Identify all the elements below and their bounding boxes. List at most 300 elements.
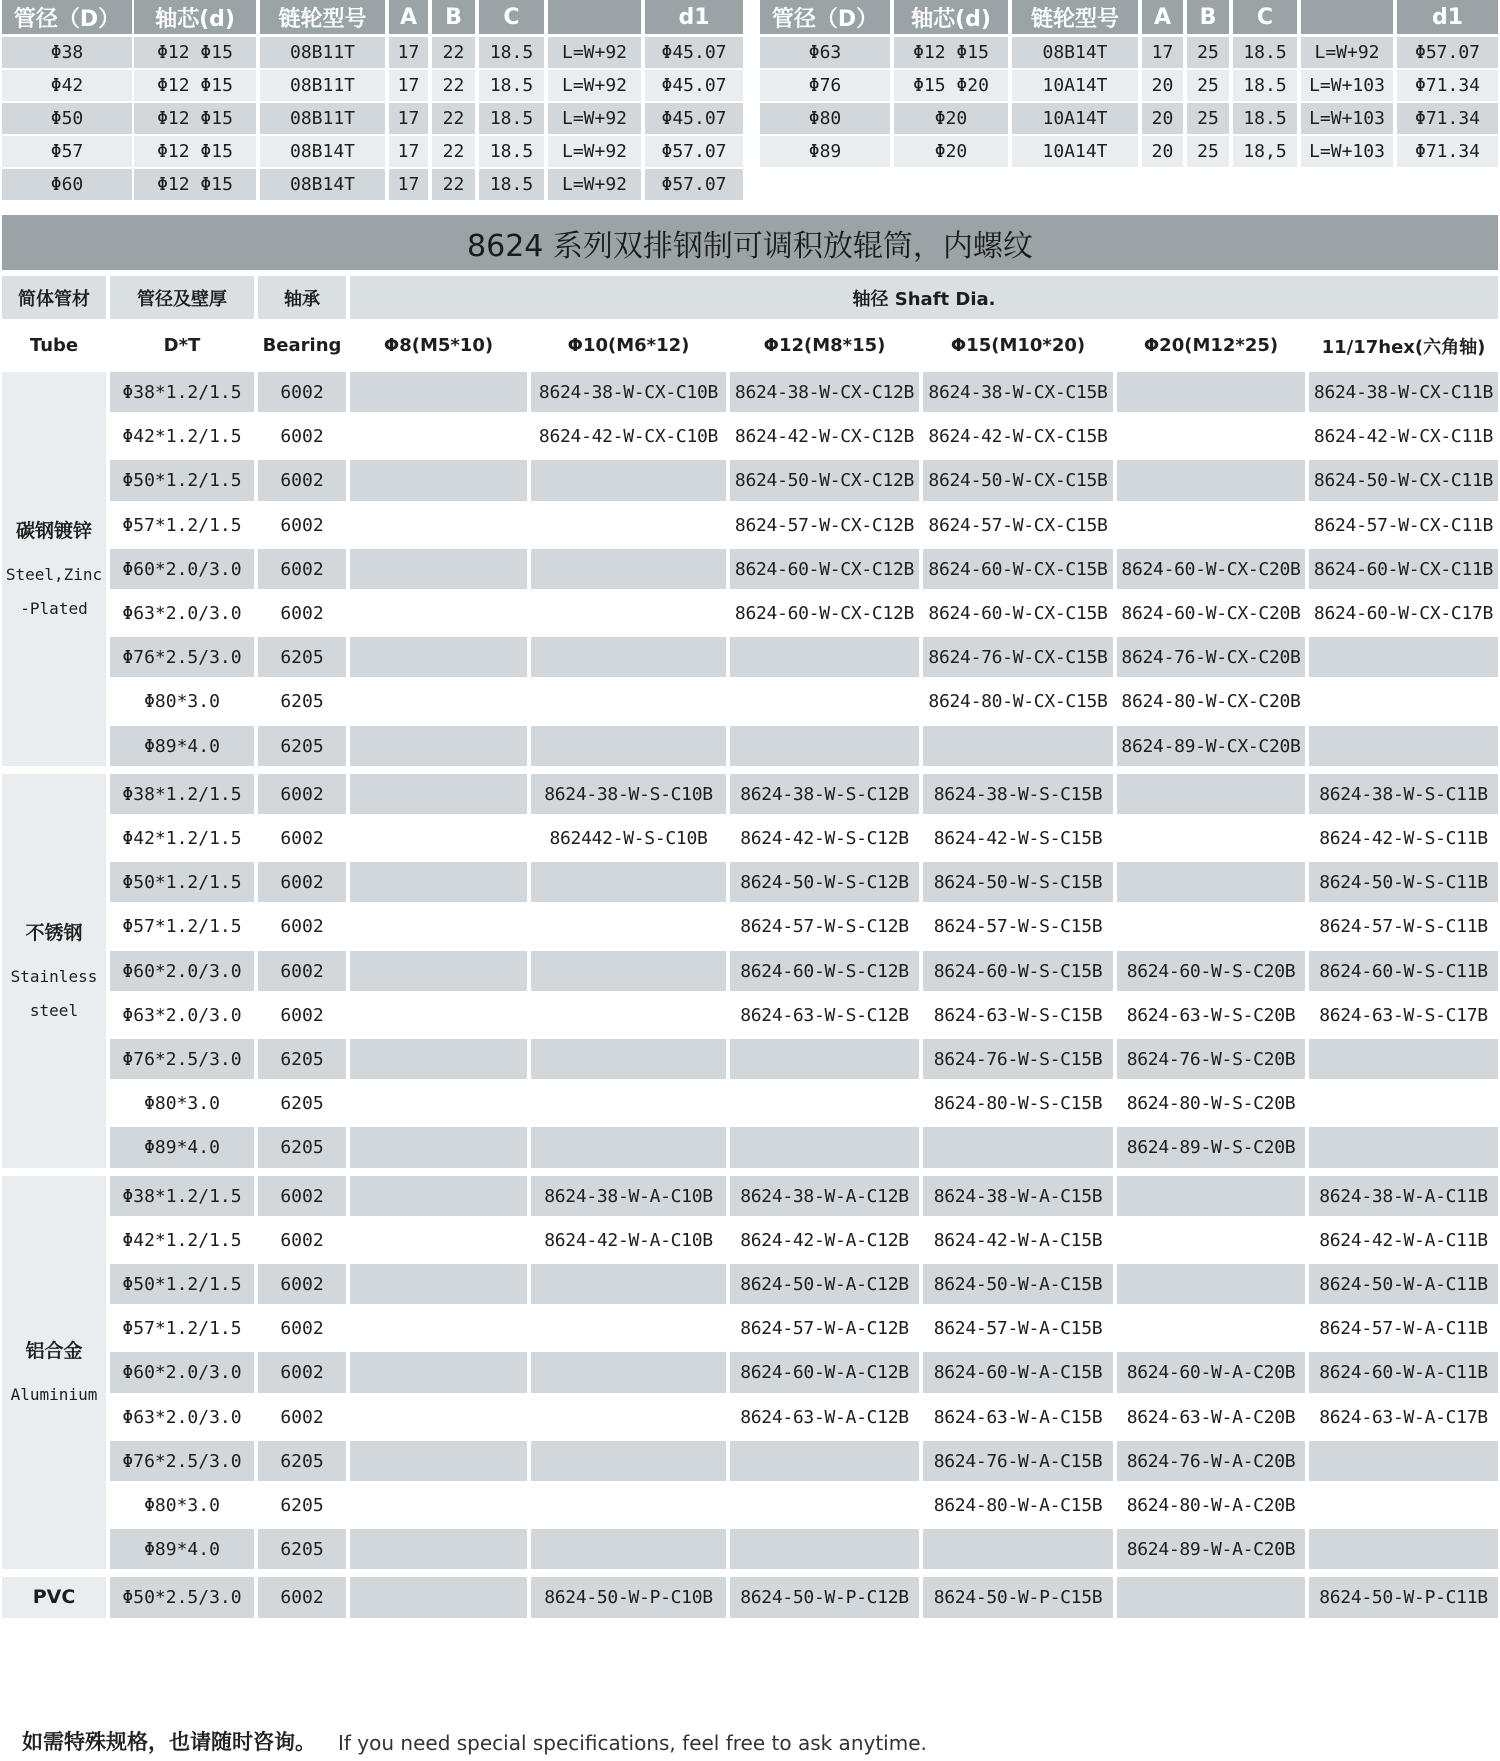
right-table-cell: 20 — [1142, 103, 1183, 134]
part-number-cell: 8624-76-W-CX-C20B — [1117, 637, 1305, 677]
part-number-cell: 8624-50-W-P-C11B — [1309, 1577, 1498, 1618]
material-name-zh: 碳钢镀锌 — [15, 519, 92, 542]
part-number-cell — [531, 505, 726, 545]
left-table-cell: 18.5 — [479, 169, 544, 200]
column-header-3: Φ8(M5*10) — [350, 324, 527, 367]
part-number-cell: 862442-W-S-C10B — [531, 818, 726, 858]
material-name-en: Aluminium — [10, 1385, 98, 1404]
part-number-cell: 8624-80-W-CX-C20B — [1117, 681, 1305, 722]
material-name-zh: PVC — [32, 1586, 76, 1608]
part-number-cell — [350, 726, 527, 766]
part-number-cell — [350, 1485, 527, 1525]
tube-size-cell: Φ60*2.0/3.0 — [110, 951, 254, 991]
left-table-cell: Φ42 — [2, 70, 132, 101]
part-number-cell: 8624-42-W-A-C12B — [730, 1220, 919, 1260]
part-number-cell — [350, 460, 527, 501]
left-table-cell: 18.5 — [479, 70, 544, 101]
part-number-cell — [350, 995, 527, 1035]
right-table-cell: L=W+103 — [1301, 70, 1393, 101]
part-number-cell: 8624-63-W-A-C20B — [1117, 1397, 1305, 1437]
bearing-cell: 6205 — [258, 1529, 346, 1569]
material-name-en: -Plated — [20, 598, 88, 618]
part-number-cell: 8624-38-W-CX-C11B — [1309, 372, 1498, 412]
left-table-cell: 17 — [389, 136, 428, 167]
right-table-cell: Φ15 Φ20 — [894, 70, 1008, 101]
right-table-cell: Φ71.34 — [1397, 103, 1498, 134]
bearing-cell: 6002 — [258, 862, 346, 902]
part-number-cell — [1117, 1308, 1305, 1348]
part-number-cell: 8624-50-W-CX-C15B — [923, 460, 1113, 501]
part-number-cell — [1309, 1529, 1498, 1569]
left-table-cell: 22 — [432, 37, 475, 68]
right-table-cell: L=W+103 — [1301, 136, 1393, 167]
column-header-4: Φ10(M6*12) — [531, 324, 726, 367]
footer-note-en: If you need special specifications, feel free to ask anytime. — [338, 1731, 927, 1755]
left-table-cell: 17 — [389, 169, 428, 200]
tube-size-cell: Φ80*3.0 — [110, 681, 254, 722]
part-number-cell — [531, 1083, 726, 1123]
column-header-1: D*T — [110, 324, 254, 367]
part-number-cell: 8624-60-W-S-C12B — [730, 951, 919, 991]
part-number-cell: 8624-60-W-CX-C12B — [730, 593, 919, 633]
tube-size-cell: Φ50*2.5/3.0 — [110, 1577, 254, 1618]
tube-size-cell: Φ80*3.0 — [110, 1485, 254, 1525]
left-table-cell: 17 — [389, 103, 428, 134]
tube-size-cell: Φ60*2.0/3.0 — [110, 1352, 254, 1393]
part-number-cell — [350, 1577, 527, 1618]
right-table-cell: 10A14T — [1012, 70, 1138, 101]
tube-size-cell: Φ42*1.2/1.5 — [110, 1220, 254, 1260]
part-number-cell — [1309, 726, 1498, 766]
part-number-cell — [1309, 637, 1498, 677]
right-table-cell: 17 — [1142, 37, 1183, 68]
part-number-cell: 8624-63-W-S-C12B — [730, 995, 919, 1035]
bearing-cell: 6205 — [258, 1485, 346, 1525]
left-table-cell: 08B14T — [260, 136, 385, 167]
part-number-cell: 8624-76-W-S-C20B — [1117, 1039, 1305, 1079]
part-number-cell — [350, 818, 527, 858]
part-number-cell: 8624-42-W-S-C15B — [923, 818, 1113, 858]
right-table-cell: Φ89 — [760, 136, 890, 167]
right-header-4: B — [1187, 0, 1229, 34]
tube-size-cell: Φ50*1.2/1.5 — [110, 862, 254, 902]
part-number-cell — [531, 593, 726, 633]
part-number-cell — [531, 1485, 726, 1525]
part-number-cell — [350, 505, 527, 545]
right-table-cell: Φ12 Φ15 — [894, 37, 1008, 68]
tube-size-cell: Φ63*2.0/3.0 — [110, 593, 254, 633]
left-table-cell: 18.5 — [479, 37, 544, 68]
tube-size-cell: Φ63*2.0/3.0 — [110, 1397, 254, 1437]
left-table-cell: Φ12 Φ15 — [134, 37, 256, 68]
part-number-cell: 8624-42-W-S-C11B — [1309, 818, 1498, 858]
part-number-cell: 8624-38-W-A-C15B — [923, 1176, 1113, 1216]
column-header-2: Bearing — [258, 324, 346, 367]
left-header-4: B — [432, 0, 475, 34]
bearing-cell: 6002 — [258, 995, 346, 1035]
part-number-cell — [350, 1264, 527, 1304]
part-number-cell: 8624-60-W-S-C20B — [1117, 951, 1305, 991]
part-number-cell — [1117, 1577, 1305, 1618]
left-table-cell: L=W+92 — [548, 103, 641, 134]
right-table-cell: Φ57.07 — [1397, 37, 1498, 68]
left-table-cell: Φ12 Φ15 — [134, 103, 256, 134]
bearing-cell: 6002 — [258, 1308, 346, 1348]
part-number-cell: 8624-50-W-P-C10B — [531, 1577, 726, 1618]
part-number-cell — [1309, 1039, 1498, 1079]
part-number-cell — [531, 549, 726, 589]
part-number-cell: 8624-50-W-S-C12B — [730, 862, 919, 902]
right-header-6 — [1301, 0, 1393, 34]
left-header-0: 管径（D） — [2, 0, 132, 34]
right-table-cell: Φ71.34 — [1397, 136, 1498, 167]
right-header-3: A — [1142, 0, 1183, 34]
part-number-cell — [350, 549, 527, 589]
left-table-cell: 08B11T — [260, 70, 385, 101]
right-table-cell: 20 — [1142, 70, 1183, 101]
left-header-3: A — [389, 0, 428, 34]
bearing-cell: 6002 — [258, 593, 346, 633]
bearing-cell: 6205 — [258, 681, 346, 722]
part-number-cell: 8624-60-W-A-C12B — [730, 1352, 919, 1393]
part-number-cell — [923, 1127, 1113, 1168]
part-number-cell: 8624-60-W-CX-C11B — [1309, 549, 1498, 589]
left-table-cell: 22 — [432, 169, 475, 200]
material-name-en: Steel,Zinc — [5, 564, 103, 584]
tube-size-cell: Φ80*3.0 — [110, 1083, 254, 1123]
part-number-cell: 8624-42-W-A-C10B — [531, 1220, 726, 1260]
left-table-cell: Φ57 — [2, 136, 132, 167]
part-number-cell — [1117, 906, 1305, 947]
part-number-cell: 8624-50-W-S-C15B — [923, 862, 1113, 902]
left-header-7: d1 — [645, 0, 743, 34]
part-number-cell — [350, 372, 527, 412]
right-table-cell: 25 — [1187, 37, 1229, 68]
part-number-cell: 8624-80-W-A-C15B — [923, 1485, 1113, 1525]
part-number-cell — [531, 1308, 726, 1348]
part-number-cell — [1309, 681, 1498, 722]
part-number-cell — [531, 1529, 726, 1569]
bearing-cell: 6205 — [258, 1441, 346, 1481]
material-name-zh: 铝合金 — [25, 1340, 83, 1362]
left-table-cell: 08B14T — [260, 169, 385, 200]
part-number-cell — [531, 906, 726, 947]
left-table-cell: Φ45.07 — [645, 70, 743, 101]
part-number-cell — [350, 1529, 527, 1569]
part-number-cell: 8624-89-W-CX-C20B — [1117, 726, 1305, 766]
part-number-cell — [923, 726, 1113, 766]
part-number-cell: 8624-60-W-S-C15B — [923, 951, 1113, 991]
part-number-cell: 8624-38-W-CX-C12B — [730, 372, 919, 412]
part-number-cell: 8624-89-W-S-C20B — [1117, 1127, 1305, 1168]
tube-material-header: 简体管材 — [2, 276, 106, 319]
material-group-label — [2, 372, 106, 766]
part-number-cell: 8624-60-W-S-C11B — [1309, 951, 1498, 991]
material-group-label — [2, 1176, 106, 1569]
left-table-cell: Φ57.07 — [645, 136, 743, 167]
right-table-cell: Φ20 — [894, 136, 1008, 167]
part-number-cell: 8624-57-W-CX-C11B — [1309, 505, 1498, 545]
part-number-cell: 8624-63-W-S-C15B — [923, 995, 1113, 1035]
bearing-cell: 6002 — [258, 505, 346, 545]
part-number-cell — [350, 1176, 527, 1216]
part-number-cell — [350, 681, 527, 722]
part-number-cell: 8624-38-W-A-C11B — [1309, 1176, 1498, 1216]
part-number-cell — [350, 1308, 527, 1348]
part-number-cell: 8624-60-W-CX-C12B — [730, 549, 919, 589]
right-table-cell: Φ63 — [760, 37, 890, 68]
part-number-cell — [531, 1441, 726, 1481]
left-table-cell: L=W+92 — [548, 136, 641, 167]
left-table-cell: Φ60 — [2, 169, 132, 200]
material-group-label — [2, 1577, 106, 1618]
bearing-cell: 6002 — [258, 774, 346, 814]
part-number-cell — [531, 1397, 726, 1437]
left-table-cell: L=W+92 — [548, 70, 641, 101]
part-number-cell — [531, 1352, 726, 1393]
tube-size-cell: Φ38*1.2/1.5 — [110, 372, 254, 412]
material-name-en: steel — [29, 1000, 79, 1020]
part-number-cell — [1117, 1264, 1305, 1304]
part-number-cell: 8624-60-W-CX-C17B — [1309, 593, 1498, 633]
left-table-cell: Φ45.07 — [645, 103, 743, 134]
tube-size-cell: Φ50*1.2/1.5 — [110, 1264, 254, 1304]
part-number-cell — [531, 1127, 726, 1168]
tube-size-cell: Φ50*1.2/1.5 — [110, 460, 254, 501]
bearing-cell: 6002 — [258, 1397, 346, 1437]
part-number-cell: 8624-42-W-A-C11B — [1309, 1220, 1498, 1260]
part-number-cell — [350, 593, 527, 633]
right-table-cell: 25 — [1187, 136, 1229, 167]
part-number-cell — [1117, 862, 1305, 902]
part-number-cell: 8624-60-W-A-C20B — [1117, 1352, 1305, 1393]
part-number-cell — [730, 1441, 919, 1481]
part-number-cell — [531, 681, 726, 722]
left-table-cell: 22 — [432, 136, 475, 167]
part-number-cell: 8624-60-W-CX-C15B — [923, 593, 1113, 633]
bearing-cell: 6002 — [258, 906, 346, 947]
right-header-0: 管径（D） — [760, 0, 890, 34]
part-number-cell: 8624-57-W-CX-C12B — [730, 505, 919, 545]
part-number-cell — [350, 1397, 527, 1437]
part-number-cell: 8624-38-W-S-C15B — [923, 774, 1113, 814]
part-number-cell — [350, 862, 527, 902]
bearing-cell: 6002 — [258, 372, 346, 412]
right-table-cell: 25 — [1187, 70, 1229, 101]
part-number-cell — [1309, 1083, 1498, 1123]
column-header-8: 11/17hex(六角轴) — [1309, 324, 1498, 367]
left-table-cell: Φ12 Φ15 — [134, 70, 256, 101]
bearing-cell: 6002 — [258, 1352, 346, 1393]
part-number-cell — [531, 862, 726, 902]
part-number-cell — [1117, 1176, 1305, 1216]
part-number-cell: 8624-57-W-S-C12B — [730, 906, 919, 947]
part-number-cell: 8624-50-W-A-C15B — [923, 1264, 1113, 1304]
tube-size-cell: Φ76*2.5/3.0 — [110, 1039, 254, 1079]
part-number-cell — [730, 1039, 919, 1079]
part-number-cell: 8624-80-W-CX-C15B — [923, 681, 1113, 722]
left-table-cell: Φ38 — [2, 37, 132, 68]
part-number-cell — [730, 1127, 919, 1168]
right-header-7: d1 — [1397, 0, 1498, 34]
material-group-label — [2, 774, 106, 1168]
left-table-cell: 18.5 — [479, 103, 544, 134]
tube-size-cell: Φ38*1.2/1.5 — [110, 774, 254, 814]
right-table-cell: Φ71.34 — [1397, 70, 1498, 101]
tube-size-cell: Φ60*2.0/3.0 — [110, 549, 254, 589]
part-number-cell: 8624-57-W-S-C15B — [923, 906, 1113, 947]
part-number-cell — [531, 1039, 726, 1079]
left-header-1: 轴芯(d) — [134, 0, 256, 34]
part-number-cell: 8624-57-W-A-C12B — [730, 1308, 919, 1348]
left-header-6 — [548, 0, 641, 34]
left-table-cell: Φ12 Φ15 — [134, 169, 256, 200]
part-number-cell — [730, 681, 919, 722]
part-number-cell: 8624-60-W-CX-C20B — [1117, 549, 1305, 589]
part-number-cell: 8624-57-W-CX-C15B — [923, 505, 1113, 545]
part-number-cell: 8624-63-W-A-C15B — [923, 1397, 1113, 1437]
part-number-cell — [350, 1441, 527, 1481]
part-number-cell — [730, 637, 919, 677]
part-number-cell — [1117, 505, 1305, 545]
diameter-thickness-header: 管径及壁厚 — [110, 276, 254, 319]
part-number-cell: 8624-63-W-A-C12B — [730, 1397, 919, 1437]
right-table-cell: 20 — [1142, 136, 1183, 167]
part-number-cell — [1309, 1441, 1498, 1481]
column-header-7: Φ20(M12*25) — [1117, 324, 1305, 367]
part-number-cell: 8624-80-W-S-C20B — [1117, 1083, 1305, 1123]
tube-size-cell: Φ89*4.0 — [110, 1127, 254, 1168]
part-number-cell: 8624-50-W-P-C15B — [923, 1577, 1113, 1618]
part-number-cell — [1117, 818, 1305, 858]
part-number-cell: 8624-38-W-S-C11B — [1309, 774, 1498, 814]
part-number-cell: 8624-89-W-A-C20B — [1117, 1529, 1305, 1569]
bearing-cell: 6002 — [258, 951, 346, 991]
bearing-cell: 6002 — [258, 416, 346, 456]
left-table-cell: Φ45.07 — [645, 37, 743, 68]
part-number-cell: 8624-42-W-A-C15B — [923, 1220, 1113, 1260]
part-number-cell — [531, 460, 726, 501]
tube-size-cell: Φ57*1.2/1.5 — [110, 1308, 254, 1348]
tube-size-cell: Φ89*4.0 — [110, 726, 254, 766]
part-number-cell: 8624-50-W-P-C12B — [730, 1577, 919, 1618]
left-table-cell: Φ57.07 — [645, 169, 743, 200]
part-number-cell — [730, 1485, 919, 1525]
right-table-cell: Φ20 — [894, 103, 1008, 134]
part-number-cell: 8624-80-W-A-C20B — [1117, 1485, 1305, 1525]
left-table-cell: 17 — [389, 37, 428, 68]
part-number-cell — [531, 995, 726, 1035]
part-number-cell: 8624-60-W-CX-C15B — [923, 549, 1113, 589]
right-header-1: 轴芯(d) — [894, 0, 1008, 34]
part-number-cell — [730, 1529, 919, 1569]
right-table-cell: Φ80 — [760, 103, 890, 134]
tube-size-cell: Φ57*1.2/1.5 — [110, 906, 254, 947]
left-table-cell: 17 — [389, 70, 428, 101]
part-number-cell — [350, 1083, 527, 1123]
part-number-cell: 8624-76-W-A-C15B — [923, 1441, 1113, 1481]
right-table-cell: L=W+92 — [1301, 37, 1393, 68]
part-number-cell: 8624-80-W-S-C15B — [923, 1083, 1113, 1123]
bearing-cell: 6002 — [258, 818, 346, 858]
right-table-cell: 25 — [1187, 103, 1229, 134]
part-number-cell — [1117, 1220, 1305, 1260]
part-number-cell: 8624-76-W-S-C15B — [923, 1039, 1113, 1079]
left-table-cell: 08B11T — [260, 37, 385, 68]
tube-size-cell: Φ57*1.2/1.5 — [110, 505, 254, 545]
tube-size-cell: Φ38*1.2/1.5 — [110, 1176, 254, 1216]
part-number-cell: 8624-76-W-A-C20B — [1117, 1441, 1305, 1481]
column-header-5: Φ12(M8*15) — [730, 324, 919, 367]
part-number-cell: 8624-63-W-A-C17B — [1309, 1397, 1498, 1437]
part-number-cell — [350, 1352, 527, 1393]
part-number-cell — [350, 906, 527, 947]
part-number-cell: 8624-38-W-A-C12B — [730, 1176, 919, 1216]
footer-note-zh: 如需特殊规格，也请随时咨询。 — [22, 1730, 316, 1754]
part-number-cell: 8624-38-W-S-C12B — [730, 774, 919, 814]
left-table-cell: 08B11T — [260, 103, 385, 134]
part-number-cell: 8624-50-W-CX-C11B — [1309, 460, 1498, 501]
left-header-2: 链轮型号 — [260, 0, 385, 34]
left-table-cell: Φ50 — [2, 103, 132, 134]
bearing-cell: 6002 — [258, 1176, 346, 1216]
bearing-header: 轴承 — [258, 276, 346, 319]
tube-size-cell: Φ76*2.5/3.0 — [110, 1441, 254, 1481]
left-table-cell: Φ12 Φ15 — [134, 136, 256, 167]
right-table-cell: Φ76 — [760, 70, 890, 101]
shaft-dia-header: 轴径 Shaft Dia. — [350, 276, 1498, 319]
right-table-cell: 18,5 — [1233, 136, 1297, 167]
right-table-cell: 18.5 — [1233, 37, 1297, 68]
column-header-6: Φ15(M10*20) — [923, 324, 1113, 367]
part-number-cell — [531, 726, 726, 766]
part-number-cell — [730, 726, 919, 766]
left-table-cell: L=W+92 — [548, 37, 641, 68]
bearing-cell: 6205 — [258, 1127, 346, 1168]
part-number-cell: 8624-63-W-S-C17B — [1309, 995, 1498, 1035]
right-table-cell: 10A14T — [1012, 136, 1138, 167]
part-number-cell: 8624-42-W-CX-C11B — [1309, 416, 1498, 456]
part-number-cell: 8624-42-W-S-C12B — [730, 818, 919, 858]
tube-size-cell: Φ42*1.2/1.5 — [110, 818, 254, 858]
part-number-cell: 8624-50-W-CX-C12B — [730, 460, 919, 501]
part-number-cell: 8624-50-W-A-C12B — [730, 1264, 919, 1304]
part-number-cell: 8624-60-W-A-C11B — [1309, 1352, 1498, 1393]
part-number-cell — [1117, 460, 1305, 501]
left-table-cell: 22 — [432, 70, 475, 101]
right-table-cell: 18.5 — [1233, 70, 1297, 101]
part-number-cell: 8624-63-W-S-C20B — [1117, 995, 1305, 1035]
column-header-0: Tube — [2, 324, 106, 367]
material-name-zh: 不锈钢 — [25, 921, 83, 944]
part-number-cell — [923, 1529, 1113, 1569]
part-number-cell: 8624-42-W-CX-C12B — [730, 416, 919, 456]
part-number-cell: 8624-76-W-CX-C15B — [923, 637, 1113, 677]
bearing-cell: 6205 — [258, 1039, 346, 1079]
part-number-cell — [1117, 372, 1305, 412]
right-table-cell: 08B14T — [1012, 37, 1138, 68]
tube-size-cell: Φ89*4.0 — [110, 1529, 254, 1569]
part-number-cell: 8624-57-W-A-C15B — [923, 1308, 1113, 1348]
part-number-cell: 8624-60-W-A-C15B — [923, 1352, 1113, 1393]
part-number-cell — [1117, 774, 1305, 814]
tube-size-cell: Φ76*2.5/3.0 — [110, 637, 254, 677]
tube-size-cell: Φ42*1.2/1.5 — [110, 416, 254, 456]
left-table-cell: L=W+92 — [548, 169, 641, 200]
bearing-cell: 6002 — [258, 1220, 346, 1260]
bearing-cell: 6205 — [258, 637, 346, 677]
part-number-cell — [1309, 1485, 1498, 1525]
